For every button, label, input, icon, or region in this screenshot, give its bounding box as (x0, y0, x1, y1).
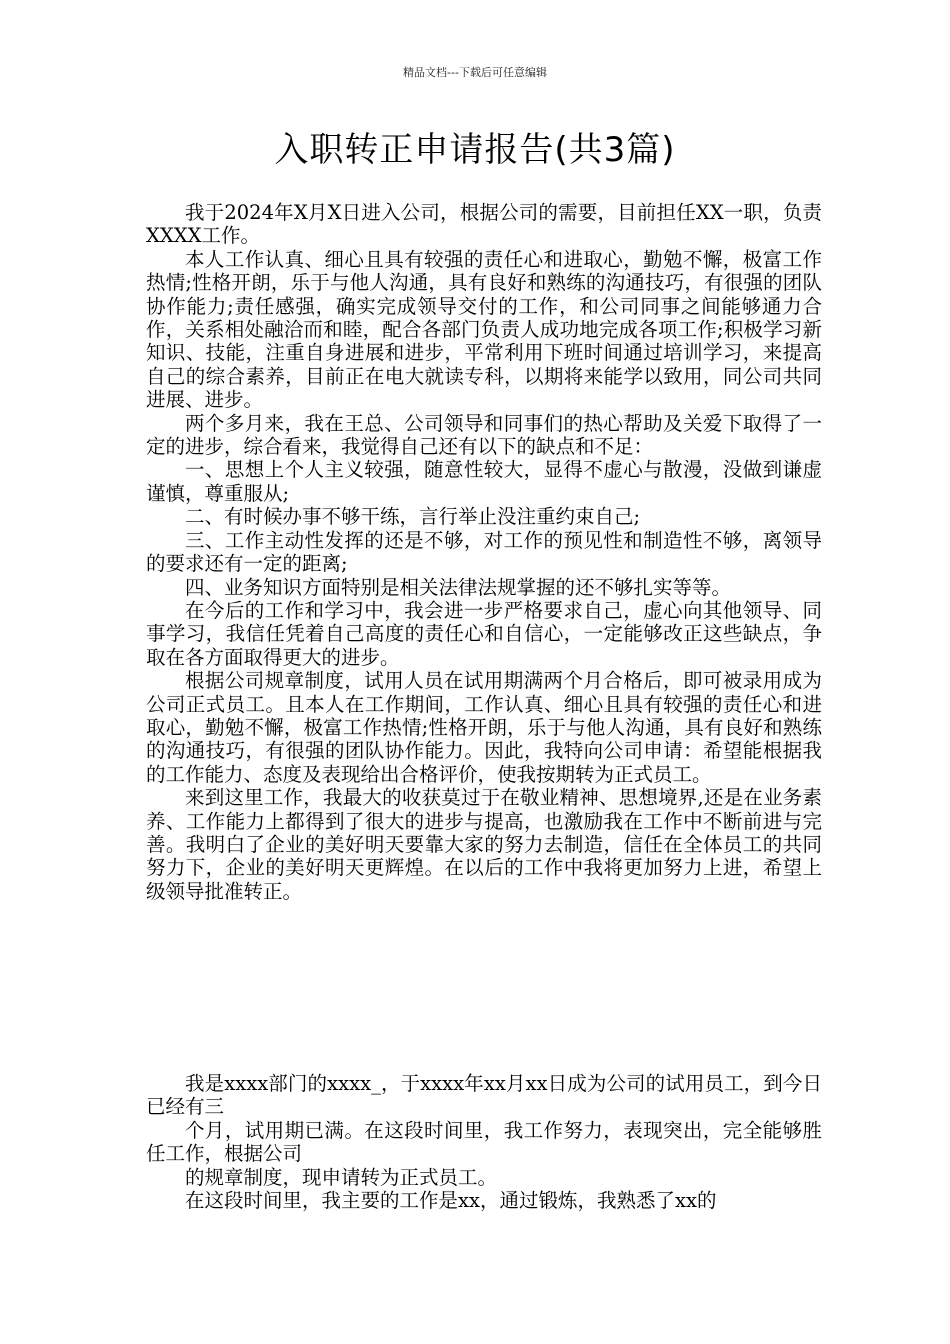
document-title: 入职转正申请报告(共3篇) (274, 130, 676, 170)
paragraph: 本人工作认真、细心且具有较强的责任心和进取心，勤勉不懈，极富工作热情;性格开朗，乐于与他人沟通，具有良好和熟练的沟通技巧，有很强的团队协作能力;责任感强，确实完成领导交付的工作，和公司同事之间能够通力合作，关系相处融洽而和睦，配合各部门负责人成功地完成各项工作;积极学习新知识、技能，注重自身进展和进步，平常利用下班时间通过培训学习，来提高自己的综合素养，目前正在电大就读专科，以期将来能学以致用，同公司共同进展、进步。 (146, 247, 822, 412)
paragraph: 在这段时间里，我主要的工作是xx，通过锻炼，我熟悉了xx的 (185, 1189, 717, 1213)
body-section-1 (146, 201, 822, 903)
paragraph: 两个多月来，我在王总、公司领导和同事们的热心帮助及关爱下取得了一定的进步，综合看来，我觉得自己还有以下的缺点和不足： (146, 411, 822, 459)
paragraph: 根据公司规章制度，试用人员在试用期满两个月合格后，即可被录用成为公司正式员工。且本人在工作期间，工作认真、细心且具有较强的责任心和进取心，勤勉不懈，极富工作热情;性格开朗，乐于与他人沟通，具有良好和熟练的沟通技巧，有很强的团队协作能力。因此，我特向公司申请：希望能根据我的工作能力、态度及表现给出合格评价，使我按期转为正式员工。 (146, 669, 822, 786)
body-section-2 (146, 1072, 822, 1212)
paragraph: 来到这里工作，我最大的收获莫过于在敬业精神、思想境界,还是在业务素养、工作能力上都得到了很大的进步与提高，也激励我在工作中不断前进与完善。我明白了企业的美好明天要靠大家的努力去制造，信任在全体员工的共同努力下，企业的美好明天更辉煌。在以后的工作中我将更加努力上进，希望上级领导批准转正。 (146, 786, 822, 903)
paragraph: 三、工作主动性发挥的还是不够，对工作的预见性和制造性不够，离领导的要求还有一定的距离; (146, 528, 822, 576)
paragraph: 一、思想上个人主义较强，随意性较大，显得不虚心与散漫，没做到谦虚谨慎，尊重服从; (146, 458, 822, 505)
header-note: 精品文档---下载后可任意编辑 (403, 66, 547, 79)
paragraph: 我于2024年X月X日进入公司，根据公司的需要，目前担任XX一职，负责XXXX工作。 (146, 201, 822, 248)
paragraph: 个月，试用期已满。在这段时间里，我工作努力，表现突出，完全能够胜任工作，根据公司 (146, 1118, 822, 1166)
paragraph: 二、有时候办事不够干练，言行举止没注重约束自己; (185, 505, 641, 529)
paragraph: 我是xxxx部门的xxxx_，于xxxx年xx月xx日成为公司的试用员工，到今日已经有三 (146, 1072, 822, 1119)
paragraph: 在今后的工作和学习中，我会进一步严格要求自己，虚心向其他领导、同事学习，我信任凭着自己高度的责任心和自信心，一定能够改正这些缺点，争取在各方面取得更大的进步。 (146, 598, 822, 669)
paragraph: 的规章制度，现申请转为正式员工。 (185, 1165, 498, 1189)
paragraph: 四、业务知识方面特别是相关法律法规掌握的还不够扎实等等。 (185, 575, 732, 599)
